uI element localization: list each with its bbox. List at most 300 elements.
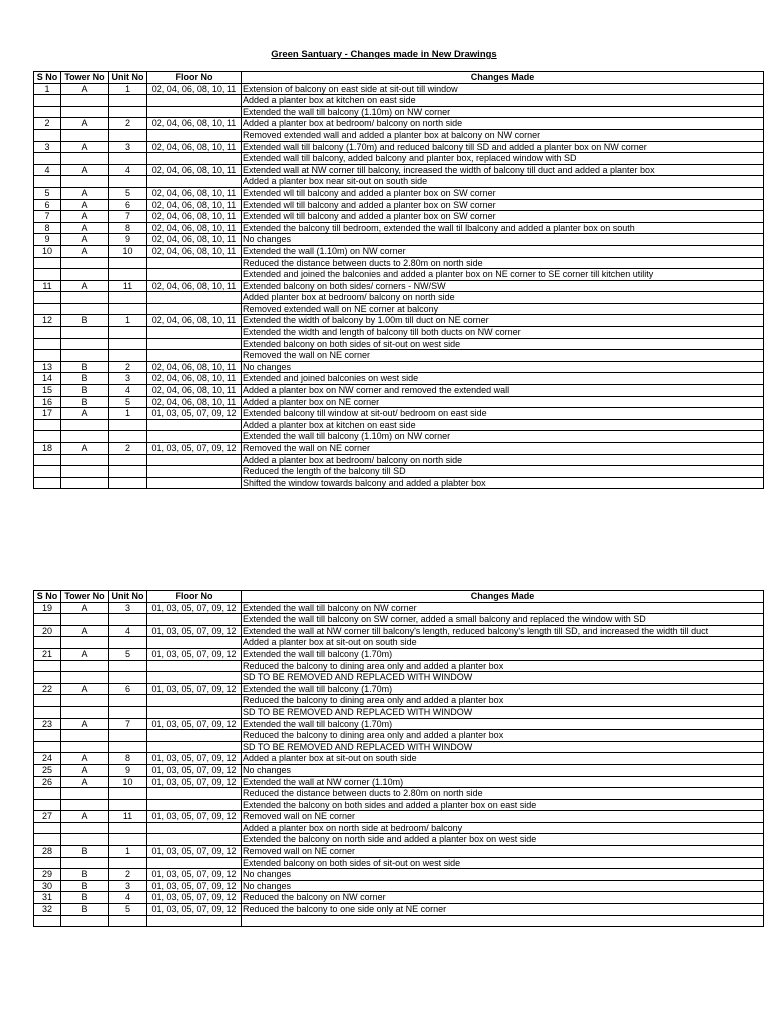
tower-no-cell: A bbox=[61, 164, 109, 176]
table-row bbox=[34, 706, 764, 718]
table-row bbox=[34, 799, 764, 811]
changes-made-cell: Added planter box at bedroom/ balcony on north side bbox=[242, 292, 764, 304]
header-s-no: S No bbox=[34, 72, 61, 84]
tower-no-cell: A bbox=[61, 443, 109, 455]
s-no-cell bbox=[34, 477, 61, 489]
changes-made-cell: Added a planter box at bedroom/ balcony on north side bbox=[242, 454, 764, 466]
unit-no-cell: 5 bbox=[109, 648, 147, 660]
unit-no-cell: 3 bbox=[109, 602, 147, 614]
unit-no-cell bbox=[109, 466, 147, 478]
unit-no-cell: 1 bbox=[109, 83, 147, 95]
table-row bbox=[34, 614, 764, 626]
tower-no-cell bbox=[61, 730, 109, 742]
unit-no-cell bbox=[109, 350, 147, 362]
table-row bbox=[34, 904, 764, 916]
s-no-cell: 14 bbox=[34, 373, 61, 385]
table-row bbox=[34, 350, 764, 362]
unit-no-cell: 4 bbox=[109, 625, 147, 637]
table-row bbox=[34, 187, 764, 199]
floor-no-cell bbox=[147, 477, 242, 489]
table-row bbox=[34, 788, 764, 800]
tower-no-cell: A bbox=[61, 187, 109, 199]
changes-made-cell: No changes bbox=[242, 880, 764, 892]
changes-made-cell: Extended balcony till window at sit-out/ bedroom on east side bbox=[242, 408, 764, 420]
s-no-cell bbox=[34, 857, 61, 869]
floor-no-cell bbox=[147, 95, 242, 107]
floor-no-cell: 02, 04, 06, 08, 10, 11 bbox=[147, 396, 242, 408]
changes-made-cell: Removed the wall on NE corner bbox=[242, 443, 764, 455]
tower-no-cell: B bbox=[61, 373, 109, 385]
table-row bbox=[34, 431, 764, 443]
table-row bbox=[34, 292, 764, 304]
table-row bbox=[34, 454, 764, 466]
tower-no-cell: B bbox=[61, 904, 109, 916]
unit-no-cell bbox=[109, 741, 147, 753]
floor-no-cell: 02, 04, 06, 08, 10, 11 bbox=[147, 315, 242, 327]
s-no-cell: 5 bbox=[34, 187, 61, 199]
floor-no-cell: 02, 04, 06, 08, 10, 11 bbox=[147, 141, 242, 153]
s-no-cell bbox=[34, 637, 61, 649]
floor-no-cell: 01, 03, 05, 07, 09, 12 bbox=[147, 776, 242, 788]
changes-made-cell: SD TO BE REMOVED AND REPLACED WITH WINDOW bbox=[242, 672, 764, 684]
changes-made-cell: Added a planter box on NW corner and removed the extended wall bbox=[242, 385, 764, 397]
floor-no-cell bbox=[147, 822, 242, 834]
unit-no-cell: 4 bbox=[109, 892, 147, 904]
changes-made-cell: Extended balcony on both sides of sit-out on west side bbox=[242, 338, 764, 350]
table-row bbox=[34, 466, 764, 478]
tower-no-cell: A bbox=[61, 280, 109, 292]
unit-no-cell: 9 bbox=[109, 234, 147, 246]
table-row bbox=[34, 211, 764, 223]
table-row bbox=[34, 118, 764, 130]
floor-no-cell: 02, 04, 06, 08, 10, 11 bbox=[147, 199, 242, 211]
unit-no-cell: 1 bbox=[109, 846, 147, 858]
unit-no-cell bbox=[109, 106, 147, 118]
s-no-cell bbox=[34, 799, 61, 811]
table-row bbox=[34, 373, 764, 385]
changes-made-cell: Reduced the distance between ducts to 2.80m on north side bbox=[242, 257, 764, 269]
floor-no-cell bbox=[147, 153, 242, 165]
floor-no-cell bbox=[147, 176, 242, 188]
changes-made-cell: Reduced the length of the balcony till SD bbox=[242, 466, 764, 478]
unit-no-cell bbox=[109, 614, 147, 626]
tower-no-cell bbox=[61, 338, 109, 350]
floor-no-cell bbox=[147, 303, 242, 315]
unit-no-cell bbox=[109, 257, 147, 269]
header-unit-no: Unit No bbox=[109, 591, 147, 603]
table-row bbox=[34, 834, 764, 846]
changes-made-cell: Extended the wall till balcony (1.70m) bbox=[242, 648, 764, 660]
table-row bbox=[34, 141, 764, 153]
tower-no-cell bbox=[61, 822, 109, 834]
floor-no-cell bbox=[147, 466, 242, 478]
s-no-cell bbox=[34, 292, 61, 304]
unit-no-cell: 6 bbox=[109, 199, 147, 211]
table-header-row bbox=[34, 72, 764, 84]
floor-no-cell: 01, 03, 05, 07, 09, 12 bbox=[147, 869, 242, 881]
document-title: Green Santuary - Changes made in New Drawings bbox=[271, 49, 497, 60]
table-row bbox=[34, 419, 764, 431]
s-no-cell bbox=[34, 454, 61, 466]
s-no-cell bbox=[34, 431, 61, 443]
unit-no-cell: 3 bbox=[109, 880, 147, 892]
table-row bbox=[34, 396, 764, 408]
s-no-cell: 7 bbox=[34, 211, 61, 223]
s-no-cell bbox=[34, 915, 61, 927]
unit-no-cell bbox=[109, 706, 147, 718]
s-no-cell: 11 bbox=[34, 280, 61, 292]
s-no-cell: 29 bbox=[34, 869, 61, 881]
unit-no-cell bbox=[109, 269, 147, 281]
changes-made-cell: Reduced the balcony to dining area only and added a planter box bbox=[242, 660, 764, 672]
s-no-cell bbox=[34, 788, 61, 800]
table-row bbox=[34, 602, 764, 614]
floor-no-cell: 02, 04, 06, 08, 10, 11 bbox=[147, 373, 242, 385]
table-row bbox=[34, 648, 764, 660]
table-row bbox=[34, 257, 764, 269]
changes-made-cell: No changes bbox=[242, 764, 764, 776]
unit-no-cell: 2 bbox=[109, 118, 147, 130]
table-row bbox=[34, 164, 764, 176]
table-row bbox=[34, 303, 764, 315]
s-no-cell bbox=[34, 257, 61, 269]
table-row bbox=[34, 153, 764, 165]
floor-no-cell: 02, 04, 06, 08, 10, 11 bbox=[147, 245, 242, 257]
floor-no-cell bbox=[147, 350, 242, 362]
floor-no-cell bbox=[147, 454, 242, 466]
s-no-cell: 22 bbox=[34, 683, 61, 695]
floor-no-cell: 01, 03, 05, 07, 09, 12 bbox=[147, 846, 242, 858]
header-floor-no: Floor No bbox=[147, 591, 242, 603]
s-no-cell bbox=[34, 672, 61, 684]
tower-no-cell bbox=[61, 95, 109, 107]
changes-made-cell: Added a planter box on NE corner bbox=[242, 396, 764, 408]
unit-no-cell bbox=[109, 338, 147, 350]
floor-no-cell bbox=[147, 834, 242, 846]
floor-no-cell: 01, 03, 05, 07, 09, 12 bbox=[147, 602, 242, 614]
tower-no-cell bbox=[61, 431, 109, 443]
table-row bbox=[34, 730, 764, 742]
changes-made-cell: Extended the wall till balcony on SW corner, added a small balcony and replaced the window with SD bbox=[242, 614, 764, 626]
table-row bbox=[34, 443, 764, 455]
tower-no-cell: A bbox=[61, 199, 109, 211]
floor-no-cell bbox=[147, 614, 242, 626]
tower-no-cell: A bbox=[61, 648, 109, 660]
changes-made-cell: SD TO BE REMOVED AND REPLACED WITH WINDOW bbox=[242, 706, 764, 718]
floor-no-cell: 02, 04, 06, 08, 10, 11 bbox=[147, 211, 242, 223]
changes-made-cell: Added a planter box on north side at bedroom/ balcony bbox=[242, 822, 764, 834]
floor-no-cell: 01, 03, 05, 07, 09, 12 bbox=[147, 625, 242, 637]
s-no-cell bbox=[34, 338, 61, 350]
floor-no-cell: 01, 03, 05, 07, 09, 12 bbox=[147, 811, 242, 823]
tower-no-cell: A bbox=[61, 602, 109, 614]
changes-made-cell: Reduced the distance between ducts to 2.80m on north side bbox=[242, 788, 764, 800]
floor-no-cell: 02, 04, 06, 08, 10, 11 bbox=[147, 280, 242, 292]
table-row bbox=[34, 234, 764, 246]
s-no-cell: 21 bbox=[34, 648, 61, 660]
floor-no-cell bbox=[147, 637, 242, 649]
table-row bbox=[34, 95, 764, 107]
changes-made-cell: Extended the width of balcony by 1.00m till duct on NE corner bbox=[242, 315, 764, 327]
unit-no-cell bbox=[109, 672, 147, 684]
s-no-cell: 12 bbox=[34, 315, 61, 327]
changes-made-cell: Extended wall till balcony (1.70m) and reduced balcony till SD and added a planter box on NW corner bbox=[242, 141, 764, 153]
floor-no-cell: 02, 04, 06, 08, 10, 11 bbox=[147, 187, 242, 199]
tower-no-cell: A bbox=[61, 222, 109, 234]
tower-no-cell bbox=[61, 454, 109, 466]
unit-no-cell: 10 bbox=[109, 776, 147, 788]
s-no-cell bbox=[34, 95, 61, 107]
floor-no-cell: 01, 03, 05, 07, 09, 12 bbox=[147, 408, 242, 420]
header-floor-no: Floor No bbox=[147, 72, 242, 84]
changes-made-cell: Extended balcony on both sides/ corners - NW/SW bbox=[242, 280, 764, 292]
changes-made-cell: Added a planter box at sit-out on south side bbox=[242, 637, 764, 649]
changes-made-cell: Extended the balcony on north side and added a planter box on west side bbox=[242, 834, 764, 846]
tower-no-cell: A bbox=[61, 718, 109, 730]
table-row bbox=[34, 822, 764, 834]
changes-made-cell: Removed wall on NE corner bbox=[242, 811, 764, 823]
tower-no-cell: B bbox=[61, 869, 109, 881]
s-no-cell: 1 bbox=[34, 83, 61, 95]
s-no-cell: 17 bbox=[34, 408, 61, 420]
s-no-cell: 3 bbox=[34, 141, 61, 153]
s-no-cell bbox=[34, 730, 61, 742]
s-no-cell bbox=[34, 327, 61, 339]
floor-no-cell: 02, 04, 06, 08, 10, 11 bbox=[147, 164, 242, 176]
table-row bbox=[34, 129, 764, 141]
tower-no-cell bbox=[61, 614, 109, 626]
s-no-cell: 23 bbox=[34, 718, 61, 730]
unit-no-cell: 2 bbox=[109, 869, 147, 881]
changes-made-cell: No changes bbox=[242, 869, 764, 881]
tower-no-cell: B bbox=[61, 396, 109, 408]
tower-no-cell: A bbox=[61, 245, 109, 257]
s-no-cell bbox=[34, 706, 61, 718]
table-row bbox=[34, 892, 764, 904]
tower-no-cell bbox=[61, 799, 109, 811]
s-no-cell: 25 bbox=[34, 764, 61, 776]
changes-made-cell: Extended the wall (1.10m) on NW corner bbox=[242, 245, 764, 257]
changes-made-cell: Extended and joined balconies on west side bbox=[242, 373, 764, 385]
table-row bbox=[34, 776, 764, 788]
table-row bbox=[34, 869, 764, 881]
tower-no-cell bbox=[61, 637, 109, 649]
table-row bbox=[34, 880, 764, 892]
floor-no-cell bbox=[147, 327, 242, 339]
s-no-cell bbox=[34, 614, 61, 626]
tower-no-cell bbox=[61, 915, 109, 927]
s-no-cell: 31 bbox=[34, 892, 61, 904]
tower-no-cell: A bbox=[61, 83, 109, 95]
tower-no-cell bbox=[61, 176, 109, 188]
tower-no-cell: A bbox=[61, 683, 109, 695]
changes-made-cell: Shifted the window towards balcony and added a plabter box bbox=[242, 477, 764, 489]
table-row bbox=[34, 280, 764, 292]
unit-no-cell bbox=[109, 327, 147, 339]
changes-made-cell: Extended the wall till balcony (1.10m) on NW corner bbox=[242, 431, 764, 443]
table-row bbox=[34, 106, 764, 118]
floor-no-cell: 01, 03, 05, 07, 09, 12 bbox=[147, 718, 242, 730]
unit-no-cell bbox=[109, 730, 147, 742]
s-no-cell bbox=[34, 176, 61, 188]
unit-no-cell: 7 bbox=[109, 211, 147, 223]
changes-made-cell: Extended balcony on both sides of sit-out on west side bbox=[242, 857, 764, 869]
unit-no-cell: 4 bbox=[109, 164, 147, 176]
unit-no-cell bbox=[109, 431, 147, 443]
floor-no-cell bbox=[147, 338, 242, 350]
tower-no-cell bbox=[61, 153, 109, 165]
tower-no-cell: B bbox=[61, 880, 109, 892]
s-no-cell: 10 bbox=[34, 245, 61, 257]
s-no-cell bbox=[34, 660, 61, 672]
floor-no-cell: 01, 03, 05, 07, 09, 12 bbox=[147, 753, 242, 765]
unit-no-cell: 7 bbox=[109, 718, 147, 730]
header-unit-no: Unit No bbox=[109, 72, 147, 84]
floor-no-cell: 01, 03, 05, 07, 09, 12 bbox=[147, 892, 242, 904]
s-no-cell bbox=[34, 834, 61, 846]
table-row bbox=[34, 222, 764, 234]
floor-no-cell bbox=[147, 660, 242, 672]
s-no-cell bbox=[34, 466, 61, 478]
table-row bbox=[34, 83, 764, 95]
unit-no-cell bbox=[109, 834, 147, 846]
tower-no-cell bbox=[61, 303, 109, 315]
tower-no-cell: B bbox=[61, 361, 109, 373]
tower-no-cell: A bbox=[61, 764, 109, 776]
tower-no-cell: B bbox=[61, 892, 109, 904]
changes-made-cell: Extended the wall till balcony on NW corner bbox=[242, 602, 764, 614]
s-no-cell bbox=[34, 269, 61, 281]
unit-no-cell: 5 bbox=[109, 396, 147, 408]
floor-no-cell bbox=[147, 730, 242, 742]
s-no-cell bbox=[34, 129, 61, 141]
unit-no-cell: 1 bbox=[109, 408, 147, 420]
floor-no-cell bbox=[147, 706, 242, 718]
tower-no-cell bbox=[61, 327, 109, 339]
changes-made-cell: Removed the wall on NE corner bbox=[242, 350, 764, 362]
tower-no-cell: B bbox=[61, 385, 109, 397]
changes-made-cell: Extended the wall at NW corner (1.10m) bbox=[242, 776, 764, 788]
floor-no-cell: 02, 04, 06, 08, 10, 11 bbox=[147, 234, 242, 246]
table-row bbox=[34, 338, 764, 350]
s-no-cell bbox=[34, 741, 61, 753]
table-row bbox=[34, 857, 764, 869]
s-no-cell: 20 bbox=[34, 625, 61, 637]
unit-no-cell bbox=[109, 857, 147, 869]
header-tower-no: Tower No bbox=[61, 72, 109, 84]
s-no-cell bbox=[34, 822, 61, 834]
floor-no-cell: 01, 03, 05, 07, 09, 12 bbox=[147, 764, 242, 776]
changes-made-cell bbox=[242, 915, 764, 927]
s-no-cell: 8 bbox=[34, 222, 61, 234]
table-row bbox=[34, 764, 764, 776]
unit-no-cell bbox=[109, 695, 147, 707]
floor-no-cell bbox=[147, 741, 242, 753]
changes-made-cell: Removed extended wall and added a planter box at balcony on NW corner bbox=[242, 129, 764, 141]
floor-no-cell bbox=[147, 788, 242, 800]
changes-made-cell: Reduced the balcony on NW corner bbox=[242, 892, 764, 904]
floor-no-cell: 02, 04, 06, 08, 10, 11 bbox=[147, 385, 242, 397]
unit-no-cell: 8 bbox=[109, 753, 147, 765]
tower-no-cell bbox=[61, 106, 109, 118]
unit-no-cell bbox=[109, 153, 147, 165]
s-no-cell bbox=[34, 419, 61, 431]
s-no-cell: 4 bbox=[34, 164, 61, 176]
table-row bbox=[34, 625, 764, 637]
s-no-cell: 26 bbox=[34, 776, 61, 788]
table-row bbox=[34, 269, 764, 281]
header-tower-no: Tower No bbox=[61, 591, 109, 603]
changes-made-cell: Extended and joined the balconies and added a planter box on NE corner to SE corner till kitchen utility bbox=[242, 269, 764, 281]
table-row bbox=[34, 176, 764, 188]
floor-no-cell bbox=[147, 695, 242, 707]
tower-no-cell bbox=[61, 788, 109, 800]
changes-made-cell: Extended wll till balcony and added a planter box on SW corner bbox=[242, 199, 764, 211]
floor-no-cell: 01, 03, 05, 07, 09, 12 bbox=[147, 683, 242, 695]
floor-no-cell bbox=[147, 257, 242, 269]
unit-no-cell: 2 bbox=[109, 361, 147, 373]
table-row bbox=[34, 915, 764, 927]
changes-made-cell: Extended wll till balcony and added a planter box on SW corner bbox=[242, 187, 764, 199]
tower-no-cell: A bbox=[61, 211, 109, 223]
floor-no-cell bbox=[147, 292, 242, 304]
changes-table-2 bbox=[33, 590, 764, 927]
floor-no-cell: 01, 03, 05, 07, 09, 12 bbox=[147, 443, 242, 455]
floor-no-cell bbox=[147, 106, 242, 118]
floor-no-cell: 02, 04, 06, 08, 10, 11 bbox=[147, 361, 242, 373]
tower-no-cell bbox=[61, 419, 109, 431]
table-row bbox=[34, 695, 764, 707]
unit-no-cell: 5 bbox=[109, 187, 147, 199]
s-no-cell: 15 bbox=[34, 385, 61, 397]
unit-no-cell bbox=[109, 799, 147, 811]
unit-no-cell: 6 bbox=[109, 683, 147, 695]
changes-made-cell: No changes bbox=[242, 361, 764, 373]
changes-made-cell: Extended the width and length of balcony till both ducts on NW corner bbox=[242, 327, 764, 339]
changes-made-cell: Extended the wall till balcony (1.70m) bbox=[242, 718, 764, 730]
changes-made-cell: Reduced the balcony to dining area only and added a planter box bbox=[242, 695, 764, 707]
unit-no-cell bbox=[109, 292, 147, 304]
s-no-cell: 16 bbox=[34, 396, 61, 408]
unit-no-cell: 1 bbox=[109, 315, 147, 327]
unit-no-cell: 9 bbox=[109, 764, 147, 776]
unit-no-cell bbox=[109, 660, 147, 672]
floor-no-cell: 02, 04, 06, 08, 10, 11 bbox=[147, 83, 242, 95]
changes-made-cell: Extended the wall till balcony (1.70m) bbox=[242, 683, 764, 695]
floor-no-cell bbox=[147, 672, 242, 684]
s-no-cell bbox=[34, 303, 61, 315]
floor-no-cell: 01, 03, 05, 07, 09, 12 bbox=[147, 648, 242, 660]
tower-no-cell bbox=[61, 660, 109, 672]
tower-no-cell bbox=[61, 466, 109, 478]
s-no-cell: 9 bbox=[34, 234, 61, 246]
changes-made-cell: Reduced the balcony to one side only at NE corner bbox=[242, 904, 764, 916]
changes-made-cell: Extended the balcony till bedroom, extended the wall til lbalcony and added a planter box on south bbox=[242, 222, 764, 234]
unit-no-cell bbox=[109, 788, 147, 800]
tower-no-cell: A bbox=[61, 141, 109, 153]
table-row bbox=[34, 315, 764, 327]
floor-no-cell bbox=[147, 129, 242, 141]
table-row bbox=[34, 672, 764, 684]
changes-made-cell: Removed wall on NE corner bbox=[242, 846, 764, 858]
changes-made-cell: SD TO BE REMOVED AND REPLACED WITH WINDOW bbox=[242, 741, 764, 753]
table-row bbox=[34, 753, 764, 765]
tower-no-cell bbox=[61, 477, 109, 489]
unit-no-cell: 3 bbox=[109, 373, 147, 385]
s-no-cell: 19 bbox=[34, 602, 61, 614]
tower-no-cell bbox=[61, 857, 109, 869]
floor-no-cell: 02, 04, 06, 08, 10, 11 bbox=[147, 118, 242, 130]
